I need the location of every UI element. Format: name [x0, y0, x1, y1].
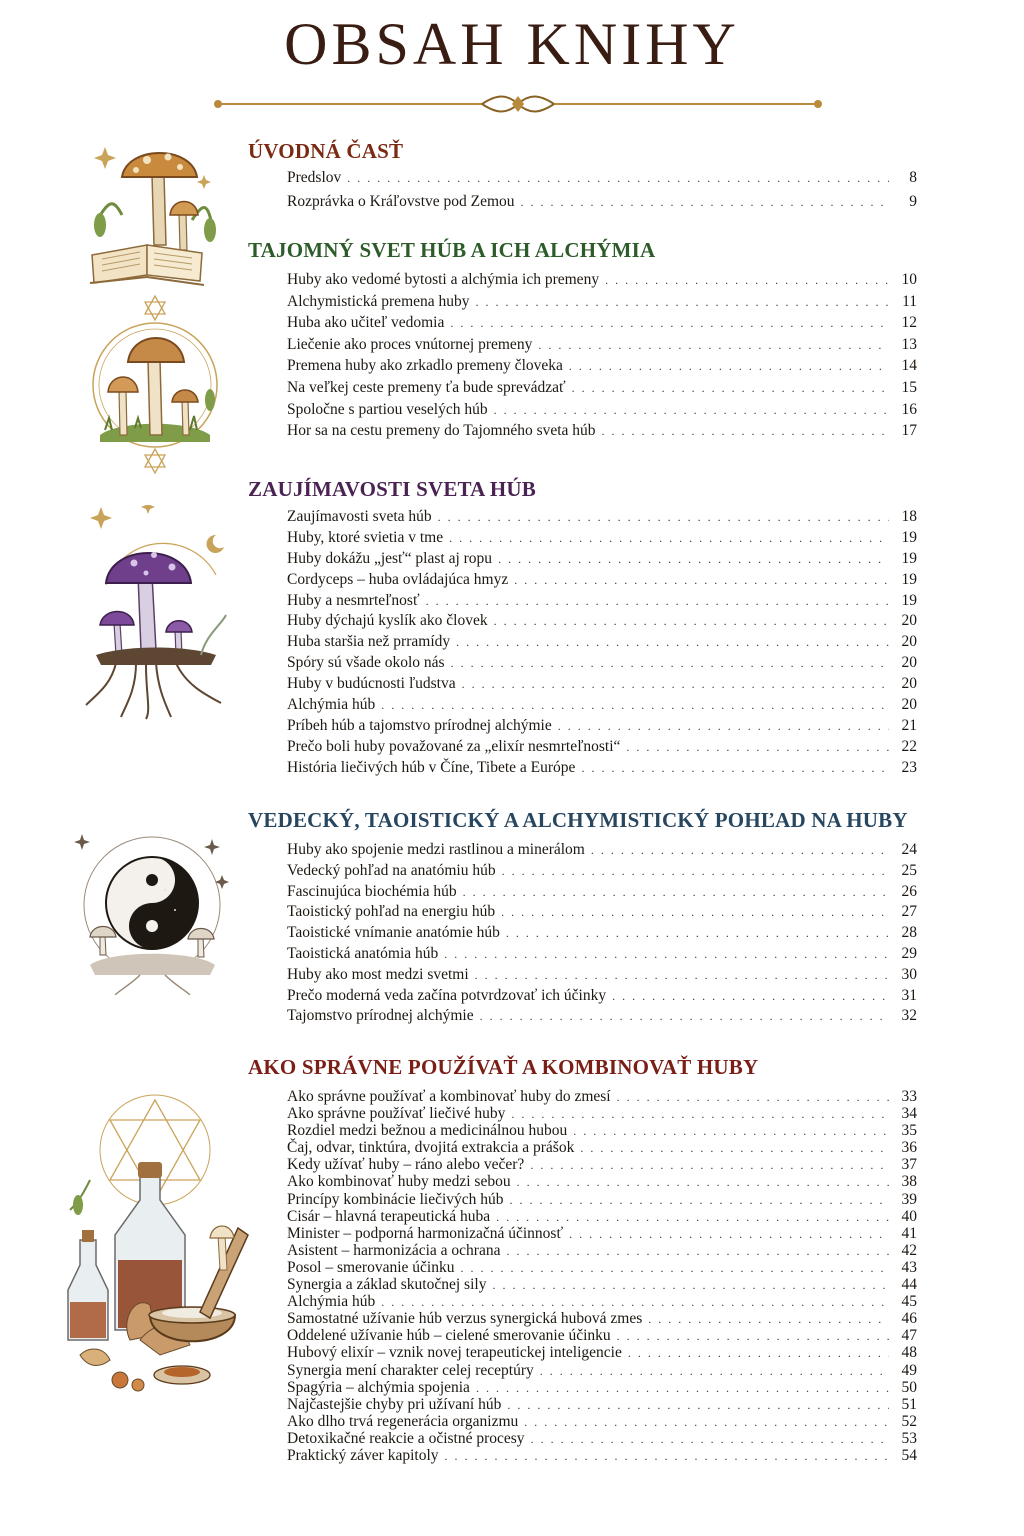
toc-entry[interactable] — [287, 529, 917, 550]
entry-label: Detoxikačné reakcie a očistné procesy — [287, 1429, 525, 1447]
entry-label: Samostatné užívanie húb verzus synergická hubová zmes — [287, 1310, 643, 1328]
toc-entry[interactable] — [287, 612, 917, 633]
dot-leader — [444, 947, 889, 962]
entry-label: Minister – podporná harmonizačná účinnosť — [287, 1224, 564, 1242]
entry-label: Prečo boli huby považované za „elixír nesmrteľnosti“ — [287, 737, 621, 755]
toc-entry[interactable] — [287, 945, 917, 966]
dot-leader — [381, 1295, 889, 1310]
entry-label: Alchýmia húb — [287, 1293, 376, 1311]
entry-label: Synergia a základ skutočnej sily — [287, 1276, 487, 1294]
dot-leader — [475, 968, 889, 983]
dot-leader — [517, 1175, 889, 1190]
entry-label: Prečo moderná veda začína potvrdzovať ich účinky — [287, 986, 607, 1004]
entry-page: 14 — [901, 357, 917, 375]
toc-entry[interactable] — [287, 508, 917, 529]
toc-entry[interactable] — [287, 1276, 917, 1293]
dot-leader — [506, 1244, 889, 1259]
toc-entry[interactable] — [287, 592, 917, 613]
toc-entry[interactable] — [287, 1344, 917, 1361]
toc-entry[interactable] — [287, 1173, 917, 1190]
toc-entry[interactable] — [287, 717, 917, 738]
entry-page: 22 — [901, 737, 917, 755]
entry-label: Posol – smerovanie účinku — [287, 1258, 455, 1276]
dot-leader — [501, 905, 889, 920]
entry-page: 19 — [901, 570, 917, 588]
dot-leader — [381, 698, 889, 713]
entry-label: Synergia mení charakter celej receptúry — [287, 1361, 534, 1379]
toc-entry[interactable] — [287, 1088, 917, 1105]
dot-leader — [626, 740, 889, 755]
entry-label: História liečivých húb v Číne, Tibete a Európe — [287, 758, 576, 776]
dot-leader — [531, 1432, 889, 1447]
entry-page: 42 — [901, 1241, 917, 1259]
section-entries — [287, 271, 917, 444]
toc-entry[interactable] — [287, 357, 917, 379]
entry-page: 12 — [901, 314, 917, 332]
entry-label: Premena huby ako zrkadlo premeny človeka — [287, 357, 563, 375]
entry-page: 24 — [901, 841, 917, 858]
entry-page: 16 — [901, 400, 917, 418]
dot-leader — [581, 761, 889, 776]
dot-leader — [569, 1227, 889, 1242]
entry-page: 52 — [901, 1412, 917, 1430]
toc-entry[interactable] — [287, 987, 917, 1008]
toc-entry[interactable] — [287, 841, 917, 862]
entry-label: Hor sa na cestu premeny do Tajomného sveta húb — [287, 422, 596, 440]
dot-leader — [456, 635, 889, 650]
toc-entry[interactable] — [287, 966, 917, 987]
toc-entry[interactable] — [287, 314, 917, 336]
section-entries — [287, 508, 917, 780]
toc-entry[interactable] — [287, 759, 917, 780]
entry-label: Huba ako učiteľ vedomia — [287, 314, 445, 332]
entry-label: Spagýria – alchýmia spojenia — [287, 1378, 470, 1396]
entry-page: 28 — [901, 924, 917, 942]
toc-entry[interactable] — [287, 654, 917, 675]
entry-label: Huba staršia než prramídy — [287, 633, 451, 651]
entry-page: 53 — [901, 1429, 917, 1447]
toc-entry[interactable] — [287, 1396, 917, 1413]
entry-page: 20 — [901, 612, 917, 630]
entry-label: Ako kombinovať huby medzi sebou — [287, 1173, 511, 1191]
dot-leader — [591, 843, 889, 858]
entry-page: 34 — [901, 1105, 917, 1123]
dot-leader — [494, 614, 889, 629]
toc-entry[interactable] — [287, 571, 917, 592]
toc-entry[interactable] — [287, 1259, 917, 1276]
entry-label: Huby dýchajú kyslík ako človek — [287, 612, 488, 630]
dot-leader — [506, 926, 889, 941]
toc-entry[interactable] — [287, 401, 917, 423]
dot-leader — [602, 424, 889, 439]
entry-page: 38 — [901, 1173, 917, 1191]
entry-page: 27 — [901, 903, 917, 921]
entry-label: Čaj, odvar, tinktúra, dvojitá extrakcia a prášok — [287, 1139, 575, 1157]
dot-leader — [450, 316, 889, 331]
entry-label: Liečenie ako proces vnútornej premeny — [287, 335, 533, 353]
ornamental-divider — [212, 90, 824, 118]
entry-label: Huby a nesmrteľnosť — [287, 591, 420, 609]
toc-entry[interactable] — [287, 1413, 917, 1430]
entry-label: Asistent – harmonizácia a ochrana — [287, 1241, 501, 1259]
purple-mushroom-illustration — [76, 505, 236, 720]
section-entries — [287, 169, 917, 217]
dot-leader — [648, 1312, 889, 1327]
entry-page: 48 — [901, 1344, 917, 1362]
mushroom-book-illustration — [72, 125, 222, 290]
section-title: ÚVODNÁ ČASŤ — [248, 139, 404, 163]
entry-page: 33 — [901, 1088, 917, 1105]
entry-page: 50 — [901, 1378, 917, 1396]
toc-entry[interactable] — [287, 903, 917, 924]
entry-page: 49 — [901, 1361, 917, 1379]
entry-page: 13 — [901, 335, 917, 353]
dot-leader — [460, 1261, 889, 1276]
entry-label: Huby ako most medzi svetmi — [287, 965, 469, 983]
dot-leader — [480, 1009, 889, 1024]
toc-entry[interactable] — [287, 675, 917, 696]
entry-page: 20 — [901, 675, 917, 693]
toc-entry[interactable] — [287, 293, 917, 315]
toc-entry[interactable] — [287, 1156, 917, 1173]
dot-leader — [502, 864, 889, 879]
entry-label: Najčastejšie chyby pri užívaní húb — [287, 1395, 502, 1413]
dot-leader — [451, 656, 889, 671]
entry-page: 20 — [901, 633, 917, 651]
toc-entry[interactable] — [287, 1293, 917, 1310]
toc-entry[interactable] — [287, 193, 917, 217]
entry-page: 46 — [901, 1310, 917, 1328]
entry-page: 19 — [901, 549, 917, 567]
toc-entry[interactable] — [287, 1447, 917, 1464]
dot-leader — [605, 273, 889, 288]
dot-leader — [617, 1329, 889, 1344]
toc-entry[interactable] — [287, 550, 917, 571]
entry-label: Taoistická anatómia húb — [287, 944, 439, 962]
dot-leader — [580, 1141, 889, 1156]
entry-label: Vedecký pohľad na anatómiu húb — [287, 861, 496, 879]
dot-leader — [538, 338, 889, 353]
dot-leader — [521, 195, 889, 210]
entry-page: 20 — [901, 696, 917, 714]
entry-label: Rozprávka o Kráľovstve pod Zemou — [287, 193, 515, 210]
dot-leader — [463, 885, 889, 900]
toc-entry[interactable] — [287, 1122, 917, 1139]
toc-entry[interactable] — [287, 1208, 917, 1225]
entry-label: Huby ako vedomé bytosti a alchýmia ich premeny — [287, 271, 600, 288]
toc-entry[interactable] — [287, 271, 917, 293]
dot-leader — [507, 1398, 889, 1413]
entry-page: 37 — [901, 1156, 917, 1174]
dot-leader — [511, 1107, 889, 1122]
dot-leader — [426, 594, 889, 609]
entry-label: Oddelené užívanie húb – cielené smerovanie účinku — [287, 1327, 611, 1345]
entry-page: 21 — [901, 716, 917, 734]
toc-entry[interactable] — [287, 1327, 917, 1344]
entry-page: 47 — [901, 1327, 917, 1345]
entry-page: 26 — [901, 882, 917, 900]
entry-label: Huby, ktoré svietia v tme — [287, 528, 444, 546]
dot-leader — [573, 1124, 889, 1139]
toc-entry[interactable] — [287, 1242, 917, 1259]
dot-leader — [540, 1364, 889, 1379]
entry-label: Tajomstvo prírodnej alchýmie — [287, 1007, 474, 1025]
entry-label: Kedy užívať huby – ráno alebo večer? — [287, 1156, 525, 1174]
section-title: VEDECKÝ, TAOISTICKÝ A ALCHYMISTICKÝ POHĽAD NA HUBY — [248, 808, 908, 832]
dot-leader — [572, 381, 889, 396]
entry-label: Zaujímavosti sveta húb — [287, 508, 432, 525]
section-entries — [287, 841, 917, 1028]
entry-label: Huby ako spojenie medzi rastlinou a minerálom — [287, 841, 585, 858]
entry-label: Spóry sú všade okolo nás — [287, 654, 445, 672]
entry-label: Spoločne s partiou veselých húb — [287, 400, 488, 418]
entry-page: 23 — [901, 758, 917, 776]
mushroom-circle-illustration — [80, 290, 230, 475]
entry-page: 35 — [901, 1122, 917, 1140]
apothecary-bottles-illustration — [60, 1090, 250, 1400]
entry-page: 36 — [901, 1139, 917, 1157]
dot-leader — [476, 295, 889, 310]
entry-page: 44 — [901, 1276, 917, 1294]
toc-entry[interactable] — [287, 1379, 917, 1396]
section-title: ZAUJÍMAVOSTI SVETA HÚB — [248, 477, 536, 501]
section-entries — [287, 1088, 917, 1464]
entry-label: Ako správne používať a kombinovať huby do zmesí — [287, 1088, 611, 1105]
toc-entry[interactable] — [287, 169, 917, 193]
entry-label: Na veľkej ceste premeny ťa bude sprevádzať — [287, 378, 566, 396]
toc-entry[interactable] — [287, 379, 917, 401]
dot-leader — [510, 1193, 889, 1208]
entry-page: 11 — [902, 292, 917, 310]
entry-label: Alchymistická premena huby — [287, 292, 470, 310]
dot-leader — [628, 1346, 889, 1361]
toc-entry[interactable] — [287, 696, 917, 717]
dot-leader — [347, 171, 889, 186]
toc-entry[interactable] — [287, 1007, 917, 1028]
entry-label: Fascinujúca biochémia húb — [287, 882, 457, 900]
dot-leader — [617, 1090, 889, 1105]
dot-leader — [496, 1210, 889, 1225]
entry-page: 39 — [901, 1190, 917, 1208]
entry-page: 18 — [901, 508, 917, 525]
section-title: AKO SPRÁVNE POUŽÍVAŤ A KOMBINOVAŤ HUBY — [248, 1055, 759, 1079]
dot-leader — [438, 510, 889, 525]
toc-entry[interactable] — [287, 862, 917, 883]
entry-label: Cisár – hlavná terapeutická huba — [287, 1207, 491, 1225]
entry-page: 45 — [901, 1293, 917, 1311]
entry-page: 19 — [901, 591, 917, 609]
entry-page: 25 — [901, 861, 917, 879]
entry-page: 41 — [901, 1224, 917, 1242]
entry-page: 43 — [901, 1258, 917, 1276]
entry-page: 10 — [901, 271, 917, 288]
dot-leader — [476, 1381, 889, 1396]
section-title: TAJOMNÝ SVET HÚB A ICH ALCHÝMIA — [248, 238, 656, 262]
dot-leader — [498, 552, 889, 567]
dot-leader — [530, 1158, 889, 1173]
entry-page: 30 — [901, 965, 917, 983]
entry-page: 17 — [901, 422, 917, 440]
toc-entry[interactable] — [287, 738, 917, 759]
dot-leader — [449, 531, 889, 546]
entry-label: Taoistický pohľad na energiu húb — [287, 903, 496, 921]
entry-page: 40 — [901, 1207, 917, 1225]
toc-entry[interactable] — [287, 1191, 917, 1208]
entry-page: 32 — [901, 1007, 917, 1025]
page-title: OBSAH KNIHY — [284, 11, 740, 77]
entry-page: 19 — [901, 528, 917, 546]
toc-entry[interactable] — [287, 1105, 917, 1122]
entry-label: Alchýmia húb — [287, 696, 376, 714]
entry-label: Taoistické vnímanie anatómie húb — [287, 924, 500, 942]
entry-page: 54 — [901, 1446, 917, 1464]
toc-entry[interactable] — [287, 1362, 917, 1379]
toc-entry[interactable] — [287, 1310, 917, 1327]
entry-label: Huby dokážu „jesť“ plast aj ropu — [287, 549, 493, 567]
dot-leader — [462, 677, 889, 692]
entry-label: Rozdiel medzi bežnou a medicinálnou hubou — [287, 1122, 568, 1140]
entry-page: 31 — [901, 986, 917, 1004]
toc-entry[interactable] — [287, 924, 917, 945]
entry-page: 8 — [909, 169, 917, 186]
entry-label: Hubový elixír – vznik novej terapeutickej inteligencie — [287, 1344, 622, 1362]
entry-page: 9 — [909, 193, 917, 210]
entry-page: 29 — [901, 944, 917, 962]
dot-leader — [612, 989, 889, 1004]
yin-yang-illustration — [70, 825, 235, 995]
toc-entry[interactable] — [287, 883, 917, 904]
dot-leader — [514, 573, 889, 588]
toc-entry[interactable] — [287, 1225, 917, 1242]
dot-leader — [445, 1449, 889, 1464]
entry-label: Predslov — [287, 169, 342, 186]
entry-label: Cordyceps – huba ovládajúca hmyz — [287, 570, 509, 588]
toc-entry[interactable] — [287, 633, 917, 654]
entry-page: 20 — [901, 654, 917, 672]
entry-label: Praktický záver kapitoly — [287, 1446, 439, 1464]
toc-entry[interactable] — [287, 1139, 917, 1156]
toc-entry[interactable] — [287, 1430, 917, 1447]
dot-leader — [524, 1415, 889, 1430]
entry-label: Príbeh húb a tajomstvo prírodnej alchýmie — [287, 716, 552, 734]
entry-label: Huby v budúcnosti ľudstva — [287, 675, 456, 693]
dot-leader — [569, 359, 889, 374]
entry-label: Ako dlho trvá regenerácia organizmu — [287, 1412, 519, 1430]
toc-entry[interactable] — [287, 422, 917, 444]
entry-page: 15 — [901, 378, 917, 396]
entry-label: Ako správne používať liečivé huby — [287, 1105, 506, 1123]
dot-leader — [494, 403, 889, 418]
dot-leader — [558, 719, 889, 734]
entry-label: Princípy kombinácie liečivých húb — [287, 1190, 504, 1208]
dot-leader — [492, 1278, 889, 1293]
toc-entry[interactable] — [287, 336, 917, 358]
entry-page: 51 — [901, 1395, 917, 1413]
